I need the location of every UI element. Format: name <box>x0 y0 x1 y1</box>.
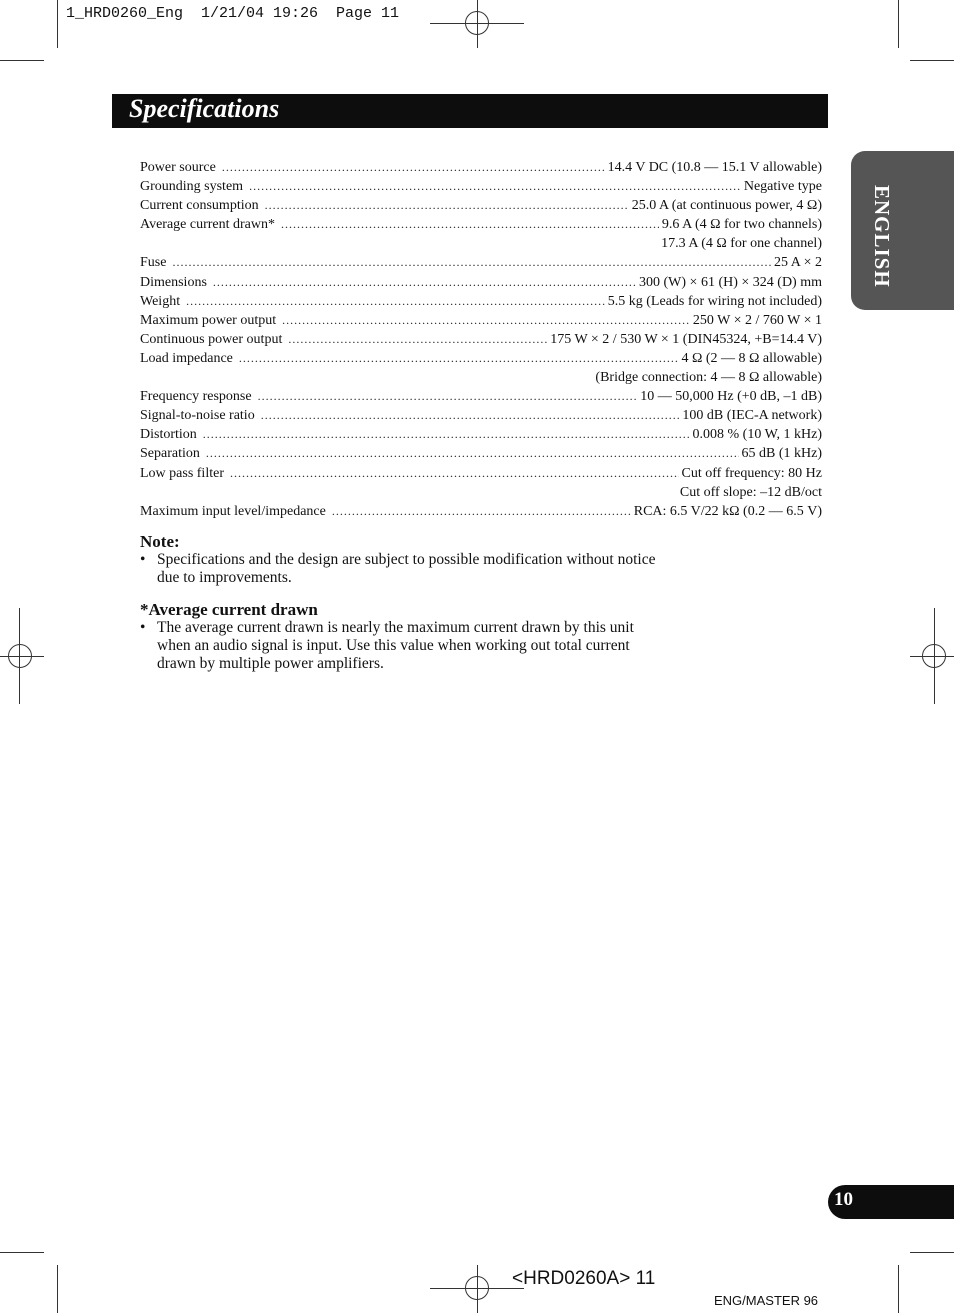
dot-leader <box>288 330 547 349</box>
spec-label: Signal-to-noise ratio <box>140 408 255 424</box>
spec-value-continuation: (Bridge connection: 4 — 8 Ω allowable) <box>595 370 822 386</box>
spec-value: 25 A × 2 <box>774 255 822 271</box>
dot-leader <box>258 387 638 406</box>
spec-label: Load impedance <box>140 350 233 366</box>
spec-value: 300 (W) × 61 (H) × 324 (D) mm <box>639 274 822 290</box>
spec-value: RCA: 6.5 V/22 kΩ (0.2 — 6.5 V) <box>633 503 822 519</box>
spec-row <box>140 177 822 196</box>
spec-label: Low pass filter <box>140 465 224 481</box>
spec-row <box>140 502 822 521</box>
spec-label: Separation <box>140 446 200 462</box>
bullet-icon: • <box>140 551 146 568</box>
print-header: 1_HRD0260_Eng 1/21/04 19:26 Page 11 <box>66 5 400 22</box>
spec-label: Frequency response <box>140 389 252 405</box>
spec-label: Dimensions <box>140 274 207 290</box>
dot-leader <box>213 273 636 292</box>
spec-row <box>140 311 822 330</box>
dot-leader <box>265 196 629 215</box>
dot-leader <box>172 253 771 272</box>
spec-row <box>140 464 822 483</box>
average-current-heading: *Average current drawn <box>140 600 318 619</box>
spec-row <box>140 387 822 406</box>
spec-row <box>140 273 822 292</box>
specifications-list <box>140 158 822 521</box>
spec-value: 10 — 50,000 Hz (+0 dB, –1 dB) <box>640 389 822 405</box>
spec-row <box>140 406 822 425</box>
dot-leader <box>261 406 680 425</box>
note-heading: Note: <box>140 532 180 551</box>
spec-row <box>140 196 822 215</box>
dot-leader <box>239 349 679 368</box>
spec-value-continuation: Cut off slope: –12 dB/oct <box>679 484 822 500</box>
footer-document-code: <HRD0260A> 11 <box>512 1268 656 1289</box>
spec-label: Continuous power output <box>140 331 283 347</box>
spec-value: Cut off frequency: 80 Hz <box>681 465 822 481</box>
spec-value: 9.6 A (4 Ω for two channels) <box>661 217 822 233</box>
spec-value: 65 dB (1 kHz) <box>741 446 822 462</box>
spec-row <box>140 292 822 311</box>
dot-leader <box>222 158 605 177</box>
spec-row <box>140 215 822 234</box>
dot-leader <box>281 215 659 234</box>
note-bullet-item <box>140 551 700 591</box>
language-tab-label: ENGLISH <box>870 185 894 288</box>
average-current-line: when an audio signal is input. Use this value when working out total current <box>157 637 630 654</box>
dot-leader <box>206 444 739 463</box>
dot-leader <box>249 177 741 196</box>
spec-row <box>140 444 822 463</box>
spec-value-continuation: 17.3 A (4 Ω for one channel) <box>661 236 822 252</box>
spec-label: Distortion <box>140 427 197 443</box>
note-line: Specifications and the design are subject to possible modification without notice <box>157 551 656 568</box>
spec-value: 100 dB (IEC-A network) <box>682 408 822 424</box>
spec-row <box>140 425 822 444</box>
language-tab <box>851 151 954 310</box>
spec-label: Power source <box>140 160 216 175</box>
spec-value: 0.008 % (10 W, 1 kHz) <box>692 427 822 443</box>
average-current-line: The average current drawn is nearly the maximum current drawn by this unit <box>157 619 634 636</box>
spec-value: 175 W × 2 / 530 W × 1 (DIN45324, +B=14.4 V) <box>550 331 822 347</box>
dot-leader <box>332 502 631 521</box>
bullet-icon: • <box>140 619 146 636</box>
spec-value: Negative type <box>743 179 822 195</box>
note-line: due to improvements. <box>157 569 292 586</box>
spec-value: 5.5 kg (Leads for wiring not included) <box>607 293 822 309</box>
page-number-tab <box>828 1185 954 1219</box>
spec-row <box>140 330 822 349</box>
average-current-bullet-item <box>140 619 700 679</box>
dot-leader <box>203 425 690 444</box>
section-title: Specifications <box>129 94 280 123</box>
spec-value: 250 W × 2 / 760 W × 1 <box>692 312 822 328</box>
section-title-bar <box>112 94 828 128</box>
spec-row <box>140 253 822 272</box>
spec-label: Weight <box>140 293 181 309</box>
dot-leader <box>230 464 679 483</box>
spec-label: Fuse <box>140 255 167 271</box>
spec-value: 4 Ω (2 — 8 Ω allowable) <box>681 350 822 366</box>
dot-leader <box>186 292 605 311</box>
spec-label: Maximum input level/impedance <box>140 503 326 519</box>
spec-label: Grounding system <box>140 179 244 195</box>
dot-leader <box>282 311 690 330</box>
page-number: 10 <box>834 1189 853 1210</box>
spec-row <box>140 349 822 368</box>
spec-label: Maximum power output <box>140 312 277 328</box>
spec-value: 25.0 A (at continuous power, 4 Ω) <box>631 198 822 214</box>
spec-value: 14.4 V DC (10.8 — 15.1 V allowable) <box>607 160 822 175</box>
spec-row <box>140 158 822 177</box>
spec-label: Average current drawn* <box>140 217 276 233</box>
footer-master-label: ENG/MASTER 96 <box>714 1293 819 1308</box>
average-current-line: drawn by multiple power amplifiers. <box>157 655 384 672</box>
spec-label: Current consumption <box>140 198 259 214</box>
